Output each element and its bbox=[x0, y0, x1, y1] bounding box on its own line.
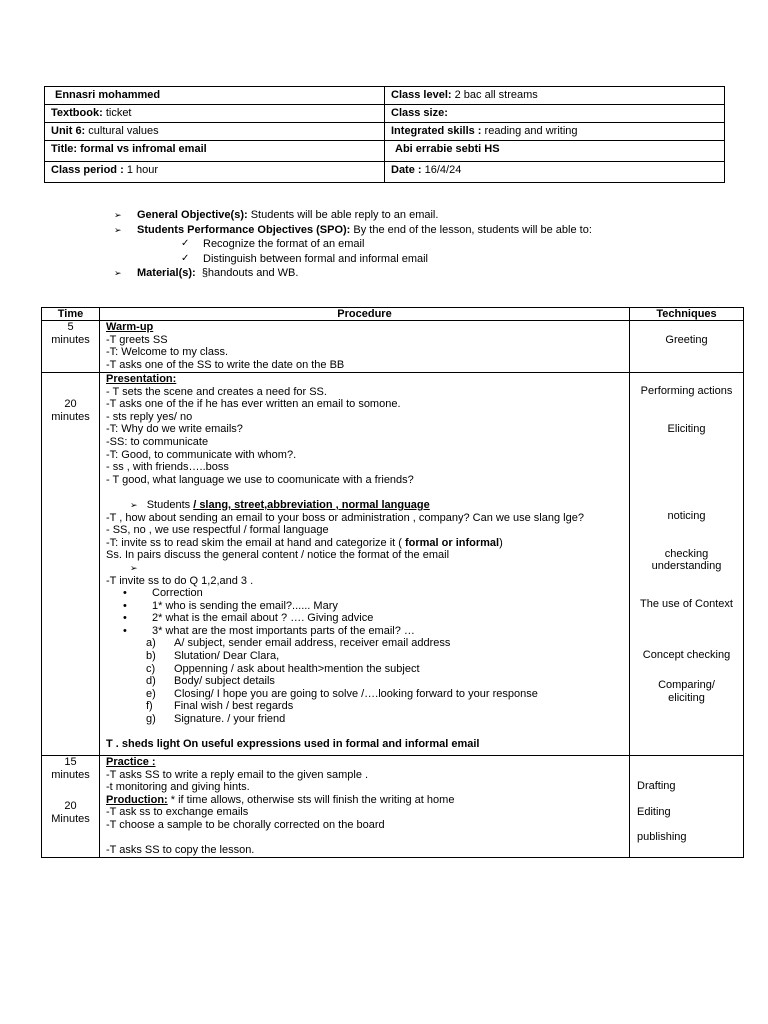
arrow-bullet-icon: ➢ bbox=[114, 224, 122, 235]
warmup-procedure: Warm-up -T greets SS -T: Welcome to my class. -T asks one of the SS to write the date on the BB bbox=[100, 321, 630, 373]
warmup-row bbox=[42, 321, 744, 373]
lettered-item: e) Closing/ I hope you are going to solve /….looking forward to your response bbox=[146, 687, 538, 700]
period-cell: Class period : 1 hour bbox=[45, 162, 385, 183]
header-time: Time bbox=[42, 308, 100, 321]
practice-techniques: Drafting Editing publishing bbox=[630, 756, 744, 858]
lettered-item: g) Signature. / your friend bbox=[146, 713, 286, 726]
bullet-item: • 2* what is the email about ? …. Giving advice bbox=[123, 612, 374, 625]
invite-read-line: -T: invite ss to read skim the email at hand and categorize it ( formal or informal) bbox=[106, 536, 503, 549]
presentation-time: 20 minutes bbox=[42, 373, 100, 756]
procedure-table bbox=[41, 307, 744, 858]
lettered-item: f) Final wish / best regards bbox=[146, 700, 294, 713]
arrow-bullet-icon: ➢ bbox=[130, 499, 138, 510]
checkmark-icon: ✓ bbox=[181, 252, 190, 264]
lettered-item: c) Oppenning / ask about health>mention the subject bbox=[146, 662, 420, 675]
bullet-item: • 1* who is sending the email?...... Mary bbox=[123, 599, 338, 612]
warmup-title: Warm-up bbox=[106, 321, 154, 333]
arrow-bullet-icon: ➢ bbox=[114, 268, 122, 279]
presentation-procedure: Presentation: - T sets the scene and creates a need for SS. -T asks one of the if he has ever written an email to somone. - sts reply yes/ no -T: Why do we write emails? -SS: to communicate -T: Good, to communicate with whom?. - ss , with friends…..boss - T good, what language we use to coomunicate with a friends? ➢ Students / slang, street,abbreviation , normal language -T , how about sending an email to your boss or administration , company? Can we use slang lge? - SS, no , we use respectful / formal language -T: invite ss to read skim the email at hand and categorize it ( formal or informal) Ss. In pairs discuss the general content / notice the format of the email ➢ -T invite ss to do Q 1,2,and 3 . • Correction • 1* who is sending the email?...... Mary • 2* what is the email about ? …. Giving advice • 3* what are the most importants parts of the email? … a) A/ subject, sender email address, receiver email address b) Slutation/ Dear Clara, c) Oppenning / ask about health>mention the subject d) Body/ subject details e) Closing/ I hope you are going to solve /….looking forward to your response f) Final wish / best regards g) Signature. / your friend T . sheds light On useful expressions used in formal and informal email bbox=[100, 373, 630, 756]
warmup-technique: Greeting bbox=[630, 321, 744, 373]
arrow-bullet-icon: ➢ bbox=[114, 210, 122, 220]
checkmark-icon: ✓ bbox=[181, 238, 190, 250]
presentation-row bbox=[42, 373, 744, 756]
materials: ➢ Material(s): §handouts and WB. bbox=[114, 267, 299, 280]
warmup-time: 5 minutes bbox=[42, 321, 100, 373]
students-line: ➢ Students / slang, street,abbreviation , normal language bbox=[130, 498, 430, 511]
school-cell: Abi errabie sebti HS bbox=[385, 141, 725, 162]
class-size-cell: Class size: bbox=[385, 105, 725, 123]
bullet-item: • Correction bbox=[123, 587, 203, 600]
unit-cell: Unit 6: cultural values bbox=[45, 123, 385, 141]
arrow-bullet-icon: ➢ bbox=[130, 562, 138, 573]
lettered-item: d) Body/ subject details bbox=[146, 675, 275, 688]
spo-item: ✓ Recognize the format of an email bbox=[181, 238, 365, 251]
closing-note: T . sheds light On useful expressions used in formal and informal email bbox=[106, 738, 480, 751]
presentation-title: Presentation: bbox=[106, 373, 177, 385]
lettered-item: a) A/ subject, sender email address, receiver email address bbox=[146, 637, 451, 650]
practice-title: Practice : bbox=[106, 756, 156, 768]
spo-item: ✓ Distinguish between formal and informal email bbox=[181, 252, 428, 265]
teacher-name: Ennasri mohammed bbox=[55, 89, 161, 101]
lettered-item: b) Slutation/ Dear Clara, bbox=[146, 650, 280, 663]
general-objective: ➢ General Objective(s): Students will be able reply to an email. bbox=[114, 209, 439, 221]
bullet-item: • 3* what are the most importants parts of the email? … bbox=[123, 624, 415, 637]
date-cell: Date : 16/4/24 bbox=[385, 162, 725, 183]
header-techniques: Techniques bbox=[630, 308, 744, 321]
production-line: Production: * if time allows, otherwise sts will finish the writing at home bbox=[106, 793, 455, 806]
objectives-section bbox=[114, 208, 714, 281]
presentation-techniques: Performing actions Eliciting noticing checking understanding The use of Context Concept checking Comparing/ eliciting bbox=[630, 373, 744, 756]
textbook-cell: Textbook: ticket bbox=[45, 105, 385, 123]
practice-procedure: Practice : -T asks SS to write a reply email to the given sample . -t monitoring and giving hints. Production: * if time allows, otherwise sts will finish the writing at home -T ask ss to exchange emails -T choose a sample to be chorally corrected on the board -T asks SS to copy the lesson. bbox=[100, 756, 630, 858]
class-level-cell: Class level: 2 bac all streams bbox=[385, 87, 725, 105]
practice-row bbox=[42, 756, 744, 858]
teacher-cell bbox=[45, 87, 385, 105]
spo-objective: ➢ Students Performance Objectives (SPO): By the end of the lesson, students will be able to: bbox=[114, 223, 592, 236]
title-cell: Title: formal vs infromal email bbox=[45, 141, 385, 162]
header-procedure: Procedure bbox=[100, 308, 630, 321]
lesson-info-table bbox=[44, 86, 725, 183]
practice-time: 15 minutes 20 Minutes bbox=[42, 756, 100, 858]
skills-cell: Integrated skills : reading and writing bbox=[385, 123, 725, 141]
